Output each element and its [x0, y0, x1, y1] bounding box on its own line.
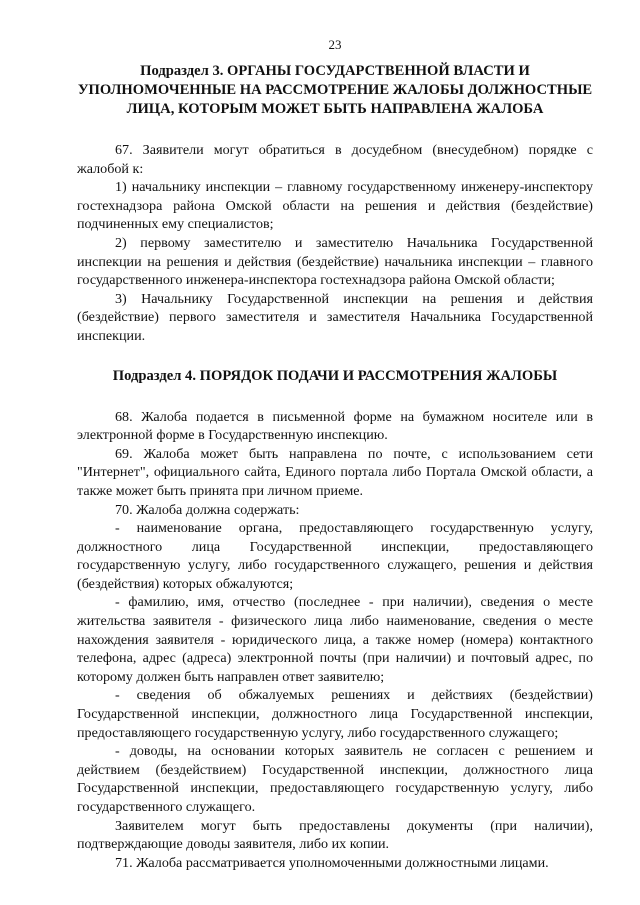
- subsection-3-title: Подраздел 3. ОРГАНЫ ГОСУДАРСТВЕННОЙ ВЛАСТИ И УПОЛНОМОЧЕННЫЕ НА РАССМОТРЕНИЕ ЖАЛОБЫ ДОЛЖНОСТНЫЕ ЛИЦА, КОТОРЫМ МОЖЕТ БЫТЬ НАПРАВЛЕНА ЖАЛОБА: [77, 63, 593, 117]
- paragraph-67-item-2: 2) первому заместителю и заместителю Начальника Государственной инспекции на решения и действия (бездействие) начальника инспекции – главного государственного инженера-инспектора гостехнадзора района Омской области;: [77, 234, 593, 289]
- page-number: 23: [328, 37, 342, 52]
- paragraph-70-item-decisions: - сведения об обжалуемых решениях и действиях (бездействии) Государственной инспекции, должностного лица Государственной инспекции, предоставляющего государственную услугу, либо государственного служащего;: [77, 687, 593, 741]
- subsection-4-title: Подраздел 4. ПОРЯДОК ПОДАЧИ И РАССМОТРЕНИЯ ЖАЛОБЫ: [112, 367, 558, 384]
- paragraph-70-item-arguments: - доводы, на основании которых заявитель не согласен с решением и действием (бездействием) Государственной инспекции, должностного лица Государственной инспекции, предоставляющего государственную услугу, либо государственного служащего.: [77, 743, 593, 815]
- paragraph-69: 69. Жалоба может быть направлена по почте, с использованием сети "Интернет", официального сайта, Единого портала либо Портала Омской области, а также может быть принята при личном приеме.: [77, 445, 593, 499]
- subsection-3: [77, 62, 593, 346]
- paragraph-67: 67. Заявители могут обратиться в досудебном (внесудебном) порядке с жалобой к:: [77, 142, 593, 177]
- paragraph-70: 70. Жалоба должна содержать:: [115, 501, 300, 518]
- paragraph-70-item-applicant: - фамилию, имя, отчество (последнее - при наличии), сведения о месте жительства заявителя - физического лица либо наименование, сведения о месте нахождения заявителя - юридического лица, а также номер (номера) контактного телефона, адрес (адреса) электронной почты (при наличии) и почтовый адрес, по которому должен быть направлен ответ заявителю;: [77, 594, 593, 685]
- subsection-4: [77, 367, 593, 873]
- paragraph-70-documents: Заявителем могут быть предоставлены документы (при наличии), подтверждающие доводы заявителя, либо их копии.: [77, 817, 593, 853]
- paragraph-67-item-3: 3) Начальнику Государственной инспекции на решения и действия (бездействие) первого заместителя и заместителя Начальника Государственной инспекции.: [77, 290, 593, 344]
- paragraph-67-item-1: 1) начальнику инспекции – главному государственному инженеру-инспектору гостехнадзора района Омской области на решения и действия (бездействие) подчиненных ему специалистов;: [77, 179, 593, 233]
- paragraph-68: 68. Жалоба подается в письменной форме на бумажном носителе или в электронной форме в Государственную инспекцию.: [77, 408, 593, 444]
- paragraph-71: 71. Жалоба рассматривается уполномоченными должностными лицами.: [115, 854, 549, 871]
- paragraph-70-item-organ: - наименование органа, предоставляющего государственную услугу, должностного лица Государственной инспекции, предоставляющего государственную услугу, либо государственного служащего, решения и действия (бездействия) которых обжалуются;: [77, 520, 593, 592]
